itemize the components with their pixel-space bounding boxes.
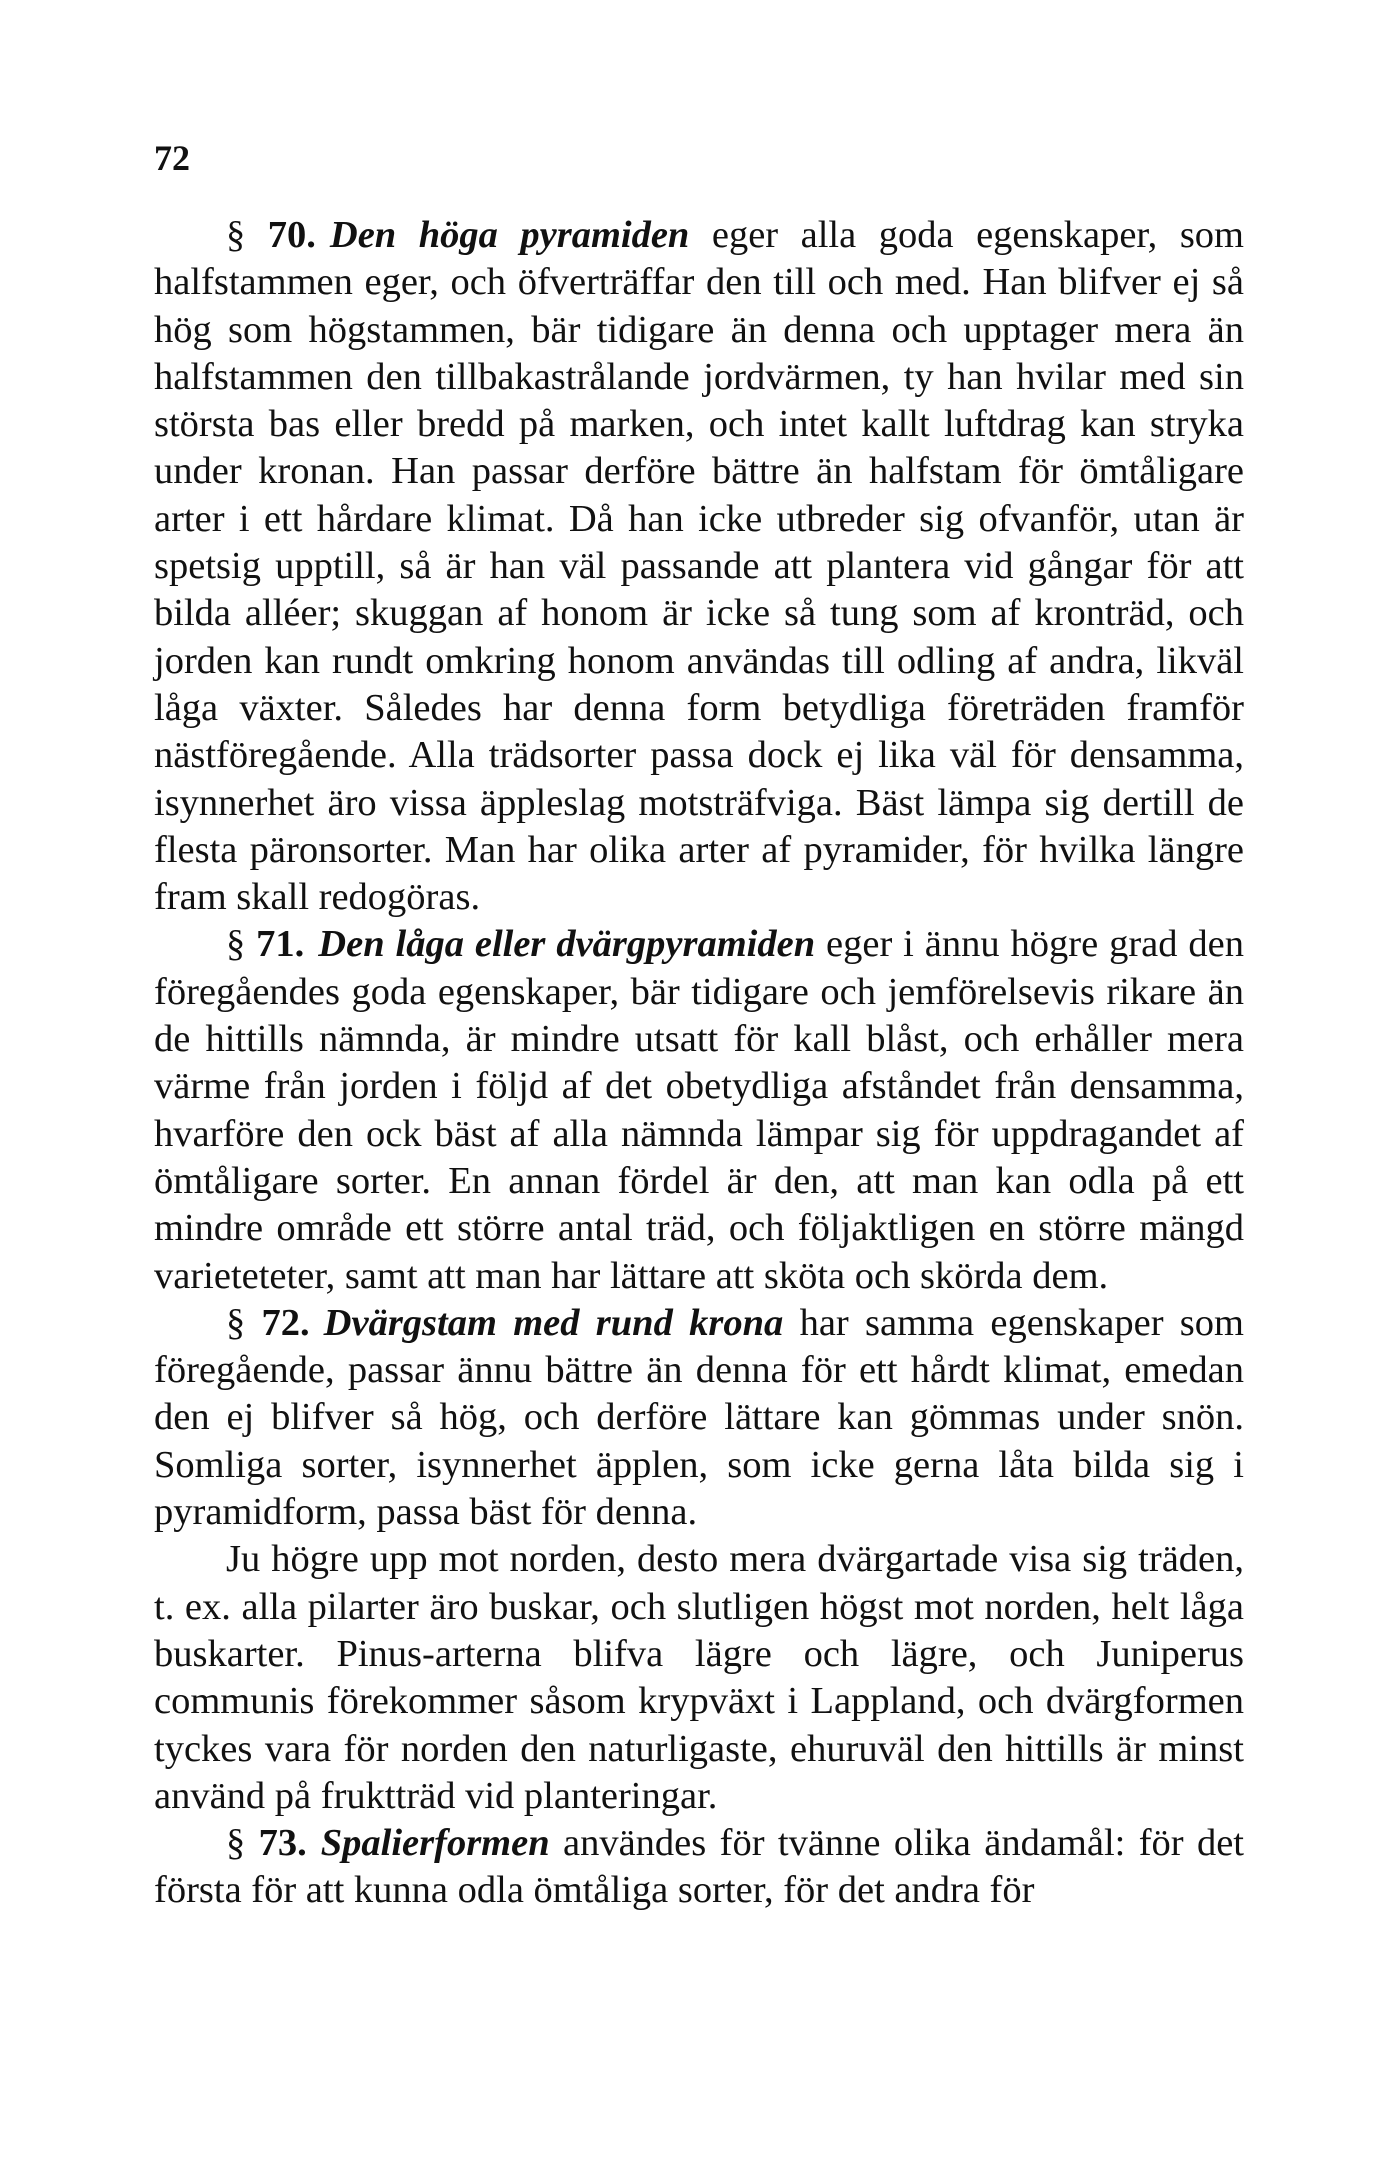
- paragraph-section-72: [154, 1300, 1244, 1536]
- page-number: 72: [154, 138, 190, 178]
- section-heading: Den höga pyramiden: [329, 214, 690, 256]
- paragraph-norden: [154, 1536, 1244, 1820]
- paragraph-section-73: [154, 1820, 1244, 1915]
- section-number: 70.: [267, 214, 316, 256]
- paragraph-text: eger i ännu högre grad den föregåendes goda egenskaper, bär tidigare och jemförelsevis rikare än de hittills nämnda, är mindre utsatt för kall blåst, och erhåller mera värme från jorden i följd af det obetydliga afståndet från densamma, hvarföre den ock bäst af alla nämnda lämpar sig för uppdragandet af ömtåligare sorter. En annan fördel är den, att man kan odla på ett mindre område ett större antal träd, och följaktligen en större mängd varieteteter, samt att man har lättare att sköta och skörda dem.: [154, 923, 1244, 1297]
- paragraph-text: eger alla goda egenskaper, som halfstammen eger, och öfverträffar den till och med. Han blifver ej så hög som högstammen, bär tidigare än denna och upptager mera än halfstammen den tillbakastrålande jordvärmen, ty han hvilar med sin största bas eller bredd på marken, och intet kallt luftdrag kan stryka under kronan. Han passar derföre bättre än halfstam för ömtåligare arter i ett hårdare klimat. Då han icke utbreder sig ofvanför, utan är spetsig upptill, så är han väl passande att plantera vid gångar för att bilda alléer; skuggan af honom är icke så tung som af kronträd, och jorden kan rundt omkring honom användas till odling af andra, likväl låga växter. Således har denna form betydliga företräden framför nästföregående. Alla trädsorter passa dock ej lika väl för densamma, isynnerhet äro vissa äppleslag motsträfviga. Bäst lämpa sig dertill de flesta päronsorter. Man har olika arter af pyramider, för hvilka längre fram skall redogöras.: [154, 214, 1245, 919]
- section-sign: §: [226, 1822, 246, 1865]
- paragraph-section-71: [154, 921, 1244, 1299]
- section-number: 73.: [258, 1822, 307, 1865]
- section-heading: Den låga eller dvärgpyramiden: [318, 923, 816, 966]
- section-sign: §: [226, 214, 246, 256]
- section-number: 72.: [261, 1301, 310, 1344]
- section-sign: §: [226, 923, 246, 966]
- paragraph-text: Ju högre upp mot norden, desto mera dvärgartade visa sig träden, t. ex. alla pilarter äro buskar, och slutligen högst mot norden, helt låga buskarter. Pinus-arterna blifva lägre och lägre, och Juniperus communis förekommer såsom krypväxt i Lappland, och dvärgformen tyckes vara för norden den naturligaste, ehuruväl den hittills är minst använd på fruktträd vid planteringar.: [154, 1538, 1244, 1817]
- section-number: 71.: [256, 923, 305, 966]
- paragraph-text: användes för tvänne olika ändamål: för det första för att kunna odla ömtåliga sorter, för det andra för: [154, 1822, 1244, 1912]
- paragraph-text: har samma egenskaper som föregående, passar ännu bättre än denna för ett hårdt klimat, emedan den ej blifver så hög, och derföre lättare kan gömmas under snön. Somliga sorter, isynnerhet äpplen, som icke gerna låta bilda sig i pyramidform, passa bäst för denna.: [154, 1301, 1244, 1534]
- book-page: [154, 138, 1244, 1915]
- section-heading: Dvärgstam med rund krona: [323, 1301, 784, 1344]
- section-heading: Spalierformen: [320, 1822, 550, 1865]
- paragraph-section-70: [154, 212, 1244, 921]
- section-sign: §: [226, 1301, 246, 1344]
